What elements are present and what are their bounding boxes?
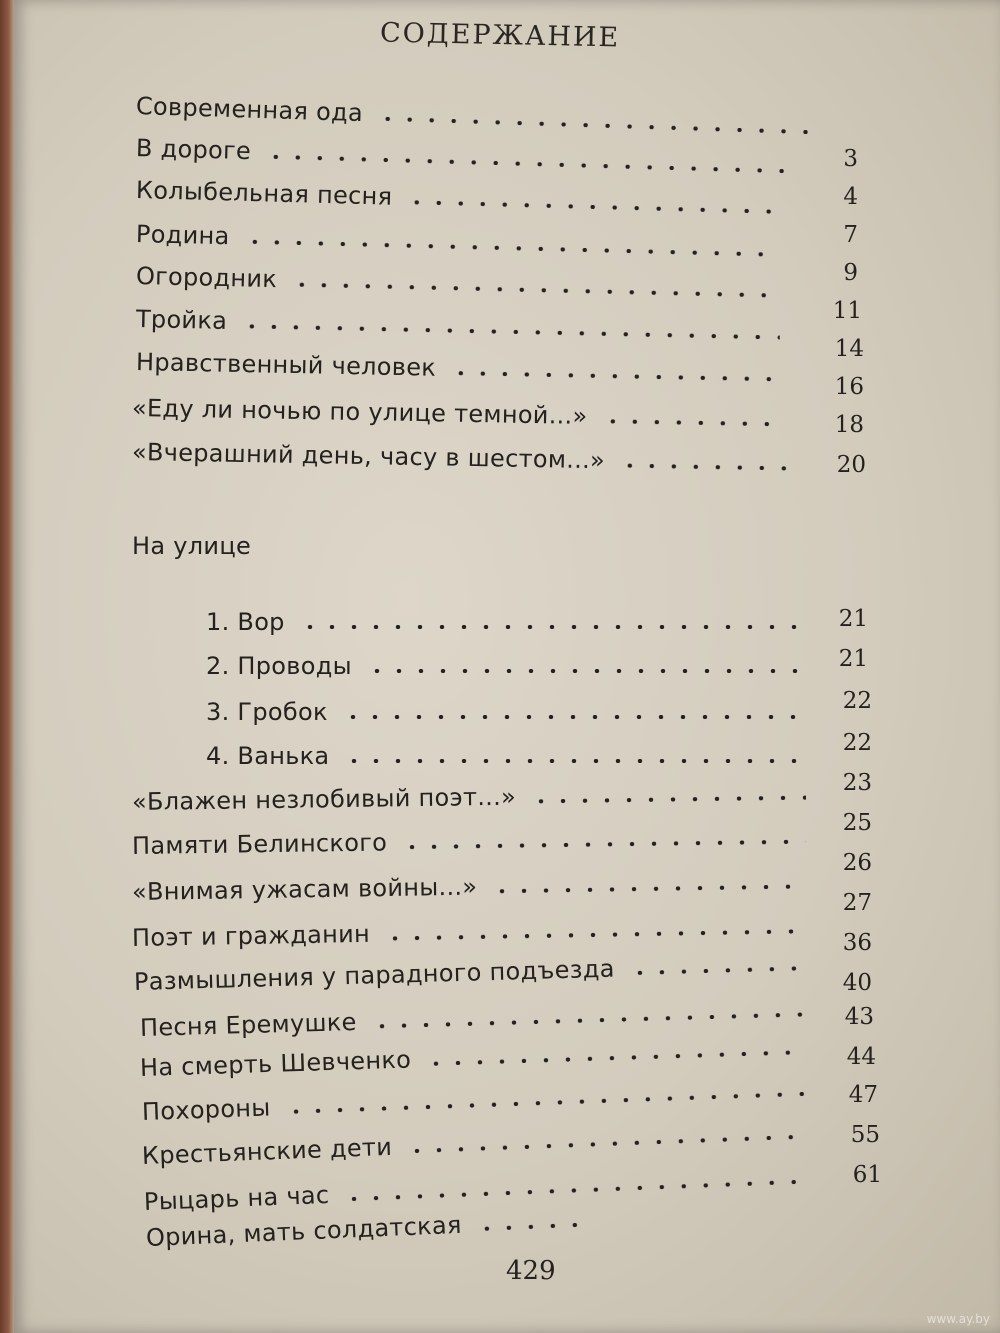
toc-entry xyxy=(206,606,806,638)
leader-dots xyxy=(243,240,779,257)
toc-entry-title: Крестьянские дети xyxy=(141,1132,393,1170)
toc-entry xyxy=(136,174,787,223)
toc-entry-title: Современная ода xyxy=(135,92,364,128)
leader-dots xyxy=(342,715,800,719)
page-number: 18 xyxy=(834,412,864,438)
toc-entry xyxy=(206,650,806,682)
toc-section-heading xyxy=(132,530,432,562)
leader-dots xyxy=(371,1012,804,1028)
page-number: 26 xyxy=(842,850,872,876)
page-number: 36 xyxy=(842,930,872,956)
page-number: 22 xyxy=(842,730,872,756)
page-number: 55 xyxy=(850,1122,880,1148)
toc-entry-title: «Вчерашний день, часу в шестом...» xyxy=(131,438,606,475)
contents-heading: СОДЕРЖАНИЕ xyxy=(379,17,621,54)
leader-dots xyxy=(401,840,806,850)
toc-entry xyxy=(136,218,787,266)
leader-dots xyxy=(285,1092,806,1114)
page-number: 9 xyxy=(843,260,858,286)
leader-dots xyxy=(291,283,780,298)
leader-dots xyxy=(343,759,800,763)
folio-page-number: 429 xyxy=(506,1256,556,1286)
toc-entry xyxy=(206,740,806,772)
leader-dots xyxy=(425,1050,804,1066)
leader-dots xyxy=(384,929,806,940)
page-number: 11 xyxy=(832,298,862,324)
toc-entry xyxy=(134,947,815,998)
page-number: 22 xyxy=(842,688,872,714)
toc-entry-title: Песня Еремушке xyxy=(139,1007,357,1042)
toc-entry-title: Тройка xyxy=(135,305,228,335)
toc-entry-title: 2. Проводы xyxy=(206,652,352,680)
leader-dots xyxy=(629,966,808,975)
toc-entry-title: «Внимая ужасам войны...» xyxy=(131,872,478,906)
leader-dots xyxy=(366,669,800,673)
toc-entry xyxy=(132,436,802,480)
toc-entry xyxy=(132,777,812,818)
leader-dots xyxy=(530,796,806,804)
page-number: 14 xyxy=(834,336,864,362)
toc-entry xyxy=(132,910,812,954)
leader-dots xyxy=(241,324,780,339)
page-number: 23 xyxy=(842,770,872,796)
page-number: 7 xyxy=(843,222,858,248)
leader-dots xyxy=(406,1135,806,1154)
page-number: 47 xyxy=(848,1082,878,1108)
toc-entry-title: 1. Вор xyxy=(206,608,285,636)
toc-entry-title: Поэт и гражданин xyxy=(131,919,371,952)
toc-entry-title: Орина, мать солдатская xyxy=(145,1210,463,1252)
page-number: 61 xyxy=(852,1162,882,1188)
watermark: www.ay.by xyxy=(926,1312,990,1326)
toc-entry-title: На смерть Шевченко xyxy=(139,1045,412,1082)
page-number: 21 xyxy=(838,606,868,632)
page-number: 43 xyxy=(844,1004,874,1030)
toc-entry-title: Родина xyxy=(135,220,230,251)
leader-dots xyxy=(491,884,806,893)
page-number: 25 xyxy=(842,810,872,836)
toc-entry-title: Колыбельная песня xyxy=(135,176,393,211)
toc-entry xyxy=(136,346,786,390)
page-number: 20 xyxy=(836,452,866,478)
toc-entry-title: 3. Гробок xyxy=(206,698,328,726)
toc-entry xyxy=(206,696,806,728)
leader-dots xyxy=(265,155,790,174)
toc-entry-title: Нравственный человек xyxy=(135,348,437,382)
toc-entry xyxy=(132,865,812,908)
toc-entry-title: Памяти Белинского xyxy=(131,828,388,860)
page-number: 27 xyxy=(842,890,872,916)
leader-dots xyxy=(406,200,780,214)
leader-dots xyxy=(450,371,780,381)
toc-entry-title: «Еду ли ночью по улице темной...» xyxy=(131,394,588,430)
page-number: 16 xyxy=(834,374,864,400)
toc-entry xyxy=(136,303,787,349)
toc-entry xyxy=(136,260,787,307)
toc-entry-title: «Блажен незлобивый поэт...» xyxy=(131,782,517,816)
toc-entry-title: Похороны xyxy=(141,1093,271,1126)
toc-section-title: На улице xyxy=(132,532,252,560)
leader-dots xyxy=(619,464,796,471)
leader-dots xyxy=(377,117,810,135)
leader-dots xyxy=(299,625,800,629)
toc-entry xyxy=(132,392,782,435)
toc-entry-title: В дороге xyxy=(135,134,252,166)
toc-entry xyxy=(132,821,812,862)
page-number: 21 xyxy=(838,646,868,672)
toc-entry-title: Огородник xyxy=(135,262,278,294)
page-number: 44 xyxy=(846,1044,876,1070)
page-number: 3 xyxy=(843,146,858,172)
page-number: 40 xyxy=(842,970,872,996)
leader-dots xyxy=(343,1180,797,1201)
toc-entry-title: Размышления у парадного подъезда xyxy=(133,954,616,996)
leader-dots xyxy=(476,1222,590,1231)
leader-dots xyxy=(601,419,775,426)
toc-entry-title: Рыцарь на час xyxy=(143,1180,330,1216)
page-number: 4 xyxy=(843,184,858,210)
toc-entry-title: 4. Ванька xyxy=(206,742,330,770)
